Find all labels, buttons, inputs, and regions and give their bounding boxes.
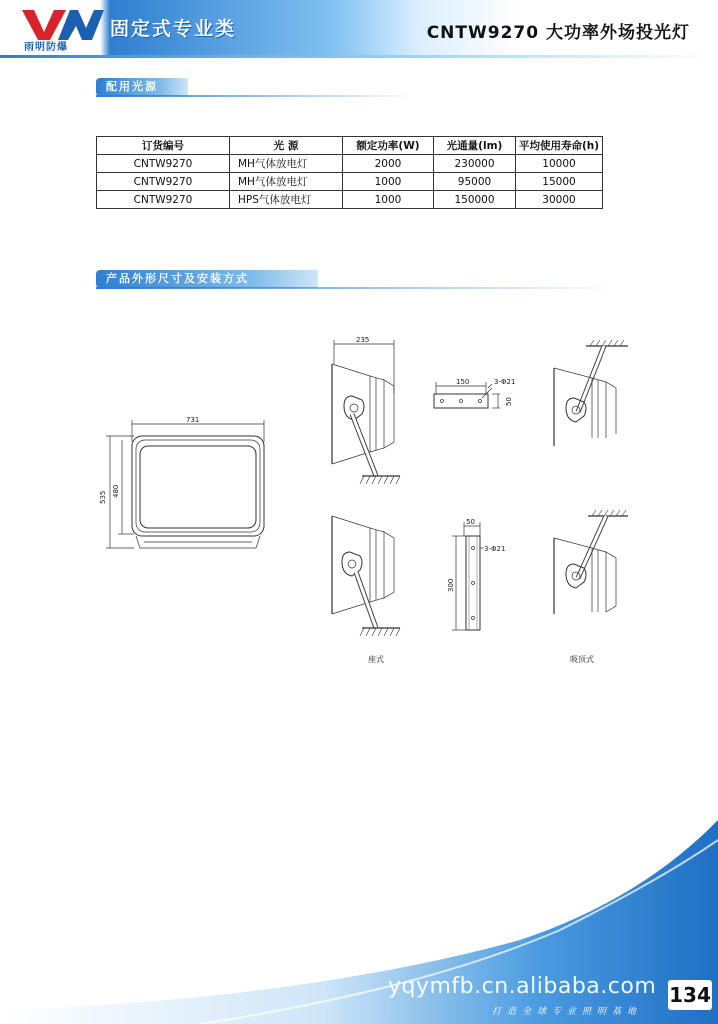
col-order-number: 订货编号 xyxy=(97,137,230,155)
dim-front-height-inner: 480 xyxy=(112,484,120,498)
footer-url: yqymfb.cn.alibaba.com xyxy=(388,974,657,999)
section-light-source: 配用光源 xyxy=(96,78,188,96)
table-row xyxy=(97,191,603,209)
side-view-seat-mount xyxy=(326,334,406,490)
bracket-vertical-drawing xyxy=(444,514,524,638)
bracket-horizontal-drawing xyxy=(430,374,530,414)
section-dimensions: 产品外形尺寸及安装方式 xyxy=(96,270,318,288)
col-light-source: 光 源 xyxy=(230,137,343,155)
dim-bracket-vert-width: 50 xyxy=(466,518,475,526)
dim-bracket-holes: 3-Φ21 xyxy=(494,378,516,386)
cell-flux: 95000 xyxy=(434,173,516,191)
cell-flux: 230000 xyxy=(434,155,516,173)
col-lifetime: 平均使用寿命(h) xyxy=(516,137,603,155)
page-header xyxy=(0,0,718,55)
cell-light-source: MH气体放电灯 xyxy=(230,155,343,173)
cell-light-source: HPS气体放电灯 xyxy=(230,191,343,209)
side-view-ceiling-mount xyxy=(548,338,632,446)
cell-power: 1000 xyxy=(343,173,434,191)
section-divider xyxy=(96,95,416,97)
footer-slogan: 打造全球专业照明基地 xyxy=(492,1007,643,1017)
cell-lifetime: 15000 xyxy=(516,173,603,191)
side-view-seat-mount-alt xyxy=(326,512,406,642)
cell-order-number: CNTW9270 xyxy=(97,173,230,191)
front-view-drawing xyxy=(96,412,276,572)
cell-power: 2000 xyxy=(343,155,434,173)
dim-bracket-width: 50 xyxy=(505,397,513,406)
dim-front-height-outer: 535 xyxy=(99,490,107,504)
caption-seat-mount: 座式 xyxy=(368,655,384,664)
col-power: 额定功率(W) xyxy=(343,137,434,155)
page-number: 134 xyxy=(668,980,712,1010)
cell-lifetime: 10000 xyxy=(516,155,603,173)
cell-light-source: MH气体放电灯 xyxy=(230,173,343,191)
cell-lifetime: 30000 xyxy=(516,191,603,209)
light-source-table xyxy=(96,136,603,209)
logo-text: 雨明防爆 xyxy=(24,42,68,53)
dim-bracket-vert-length: 300 xyxy=(447,578,455,592)
caption-ceiling-mount: 吸顶式 xyxy=(570,655,594,664)
section-divider xyxy=(96,287,616,289)
dim-bracket-length: 150 xyxy=(456,378,470,386)
table-row xyxy=(97,173,603,191)
table-row xyxy=(97,155,603,173)
side-view-ceiling-mount-alt xyxy=(548,508,632,618)
category-title: 固定式专业类 xyxy=(110,18,237,40)
cell-flux: 150000 xyxy=(434,191,516,209)
dim-front-width: 731 xyxy=(186,416,200,424)
dim-bracket-vert-holes: 3-Φ21 xyxy=(484,545,506,553)
cell-order-number: CNTW9270 xyxy=(97,155,230,173)
cell-order-number: CNTW9270 xyxy=(97,191,230,209)
col-flux: 光通量(lm) xyxy=(434,137,516,155)
product-title: CNTW9270 大功率外场投光灯 xyxy=(426,23,690,43)
dim-side-depth: 235 xyxy=(356,336,370,344)
cell-power: 1000 xyxy=(343,191,434,209)
table-header-row xyxy=(97,137,603,155)
header-divider xyxy=(0,55,718,58)
